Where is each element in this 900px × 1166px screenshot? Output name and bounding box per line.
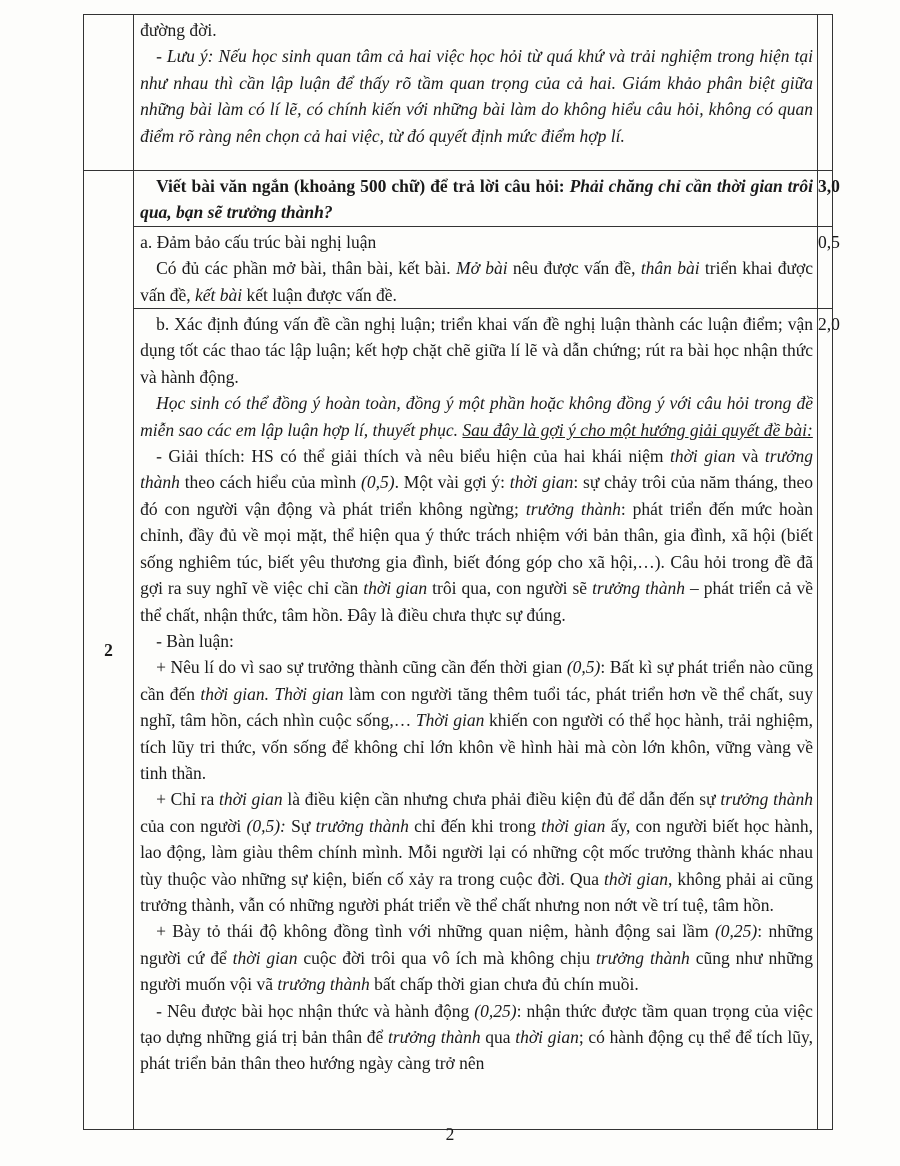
page-number: 2 [445, 1124, 455, 1144]
part-a [134, 226, 818, 308]
score-cell-empty [817, 15, 832, 171]
total-score: 3,0 [817, 171, 832, 227]
question-number-cell-empty [84, 15, 134, 171]
disagree-paragraph: + Bày tỏ thái độ không đồng tình với những quan niệm, hành động sai lầm (0,25): những người cứ để thời gian cuộc đời trôi qua vô ích mà không chịu trưởng thành cũng như những người muốn vội vã trưởng thành bất chấp thời gian chưa đủ chín muồi. [140, 921, 813, 995]
lesson-paragraph: - Nêu được bài học nhận thức và hành động (0,25): nhận thức được tầm quan trọng của việc tạo dựng những giá trị bản thân để trưởng thành qua thời gian; có hành động cụ thể để tích lũy, phát triển bản thân theo hướng ngày càng trở nên [140, 1000, 813, 1074]
part-b [134, 309, 818, 1130]
part-b-score: 2,0 [817, 309, 832, 1130]
table-row [84, 309, 833, 1130]
note-label: Lưu ý: [166, 46, 214, 67]
guidance-underlined: Sau đây là gợi ý cho một hướng giải quyết đề bài: [462, 419, 813, 440]
explain-paragraph: - Giải thích: HS có thể giải thích và nêu biểu hiện của hai khái niệm thời gian và trưởng thành theo cách hiểu của mình (0,5). Một vài gợi ý: thời gian: sự chảy trôi của năm tháng, theo đó con người vận động và phát triển không ngừng; trưởng thành: phát triển đến mức hoàn chỉnh, đầy đủ về mọi mặt, thể hiện qua ý thức trách nhiệm với bản thân, gia đình, xã hội (biết sống nghiêm túc, biết yêu thương gia đình, biết đóng góp cho xã hội,…). Câu hỏi trong đề đã gợi ra suy nghĩ về việc chỉ cần thời gian trôi qua, con người sẽ trưởng thành – phát triển cả về thể chất, nhận thức, tâm hồn. Đây là điều chưa thực sự đúng. [140, 446, 813, 625]
part-b-guidance: Học sinh có thể đồng ý hoàn toàn, đồng ý một phần hoặc không đồng ý với câu hỏi trong đề miễn sao các em lập luận hợp lí, thuyết phục. Sau đây là gợi ý cho một hướng giải quyết đề bài: [140, 393, 813, 440]
condition-paragraph: + Chỉ ra thời gian là điều kiện cần nhưng chưa phải điều kiện đủ để dẫn đến sự trưởng thành của con người (0,5): Sự trưởng thành chỉ đến khi trong thời gian ấy, con người biết học hành, lao động, làm giàu thêm chính mình. Mỗi người lại có những cột mốc trưởng thành khác nhau tùy thuộc vào những sự kiện, biến cố xảy ra trong cuộc đời. Qua thời gian, không phải ai cũng trưởng thành, vẫn có những người phát triển về thể chất nhưng non nớt về trí tuệ, tâm hồn. [140, 789, 813, 915]
prompt-italic: Phải chăng chỉ cần thời gian trôi qua, bạn sẽ trưởng thành? [140, 176, 813, 223]
reason-paragraph: + Nêu lí do vì sao sự trưởng thành cũng cần đến thời gian (0,5): Bất kì sự phát triển nào cũng cần đến thời gian. Thời gian làm con người tăng thêm tuổi tác, phát triển hơn về thể chất, suy nghĩ, tâm hồn, cách nhìn cuộc sống,… Thời gian khiến con người có thể học hành, trải nghiệm, tích lũy tri thức, vốn sống để không chỉ lớn khôn về hình hài mà còn lớn khôn, vững vàng về tinh thần. [140, 657, 813, 783]
prompt-bold: Viết bài văn ngắn (khoảng 500 chữ) để trả lời câu hỏi: [156, 176, 565, 196]
table-row [84, 171, 833, 227]
part-b-intro: b. Xác định đúng vấn đề cần nghị luận; triển khai vấn đề nghị luận thành các luận điểm; vận dụng tốt các thao tác lập luận; kết hợp chặt chẽ giữa lí lẽ và dẫn chứng; rút ra bài học nhận thức và hành động. [140, 314, 813, 387]
part-a-score: 0,5 [817, 226, 832, 308]
note-text: Nếu học sinh quan tâm cả hai việc học hỏi từ quá khứ và trải nghiệm trong hiện tại như nhau thì cần lập luận để thấy rõ tầm quan trọng của cả hai. Giám khảo phân biệt giữa những bài làm có lí lẽ, có chính kiến với những bài làm do không hiểu câu hỏi, không có quan điểm rõ ràng nên chọn cả hai việc, từ đó quyết định mức điểm hợp lí. [140, 46, 813, 146]
part-a-text: Có đủ các phần mở bài, thân bài, kết bài. Mở bài nêu được vấn đề, thân bài triển khai được vấn đề, kết bài kết luận được vấn đề. [140, 258, 813, 305]
question-number: 2 [84, 171, 134, 1130]
answer-key-page [83, 14, 840, 1118]
paragraph: đường đời. [140, 20, 217, 40]
discuss-label: - Bàn luận: [156, 630, 234, 651]
table-row [84, 15, 833, 171]
part-a-title: a. Đảm bảo cấu trúc bài nghị luận [140, 231, 377, 252]
question-prompt [134, 171, 818, 227]
scoring-table [83, 14, 840, 1130]
section-1-continuation [134, 15, 818, 171]
table-row [84, 226, 833, 308]
note-paragraph: - Lưu ý: Nếu học sinh quan tâm cả hai việc học hỏi từ quá khứ và trải nghiệm trong hiện tại như nhau thì cần lập luận để thấy rõ tầm quan trọng của cả hai. Giám khảo phân biệt giữa những bài làm có lí lẽ, có chính kiến với những bài làm do không hiểu câu hỏi, không có quan điểm rõ ràng nên chọn cả hai việc, từ đó quyết định mức điểm hợp lí. [140, 46, 813, 146]
